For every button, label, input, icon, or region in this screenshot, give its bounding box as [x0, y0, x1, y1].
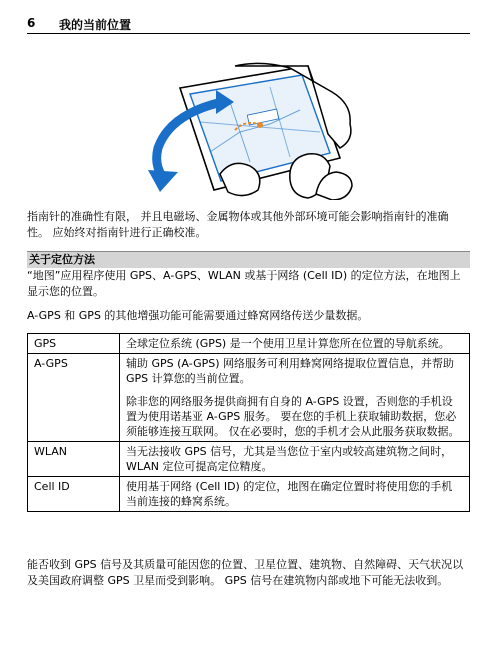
page-header: [27, 16, 470, 34]
method-description-extra: 除非您的网络服务提供商拥有自身的 A-GPS 设置，否则您的手机设置为使用诺基亚 A-GPS 服务。 要在您的手机上获取辅助数据，您必须能够连接互联网。 仅在必要时，您的手机才会从此服务获取数据。: [126, 395, 460, 438]
section-title: 关于定位方法: [29, 253, 95, 266]
method-description: 辅助 GPS (A-GPS) 网络服务可利用蜂窝网络提取位置信息，并帮助 GPS 计算您的当前位置。: [126, 357, 455, 385]
positioning-methods-table: [27, 333, 470, 512]
method-description: 全球定位系统 (GPS) 是一个使用卫星计算您所在位置的导航系统。: [120, 334, 470, 354]
agps-data-paragraph: A-GPS 和 GPS 的其他增强功能可能需要通过蜂窝网络传送少量数据。: [27, 309, 369, 322]
method-name: Cell ID: [28, 477, 120, 512]
method-description: 当无法接收 GPS 信号，尤其是当您位于室内或较高建筑物之间时，WLAN 定位可提高定位精度。: [120, 442, 470, 477]
method-name: A-GPS: [28, 354, 120, 442]
positioning-methods-paragraph: “地图”应用程序使用 GPS、A-GPS、WLAN 或基于网络 (Cell ID) 的定位方法，在地图上显示您的位置。: [27, 269, 461, 298]
gps-signal-paragraph: 能否收到 GPS 信号及其质量可能因您的位置、卫星位置、建筑物、自然障碍、天气状况以及美国政府调整 GPS 卫星而受到影响。 GPS 信号在建筑物内部或地下可能无法收到。: [27, 558, 464, 587]
table-row: [28, 442, 470, 477]
method-description: 使用基于网络 (Cell ID) 的定位，地图在确定位置时将使用您的手机当前连接的蜂窝系统。: [120, 477, 470, 512]
table-row: [28, 477, 470, 512]
section-header: [27, 251, 470, 268]
method-name: WLAN: [28, 442, 120, 477]
chapter-title: 我的当前位置: [59, 18, 132, 32]
compass-accuracy-paragraph: 指南针的准确性有限， 并且电磁场、金属物体或其他外部环境可能会影响指南针的准确性。 应始终对指南针进行正确校准。: [27, 210, 449, 239]
page-number: 6: [27, 16, 36, 30]
method-name: GPS: [28, 334, 120, 354]
method-description-cell: [120, 354, 470, 442]
table-row: [28, 334, 470, 354]
compass-calibration-illustration: [140, 62, 370, 200]
table-row: [28, 354, 470, 442]
